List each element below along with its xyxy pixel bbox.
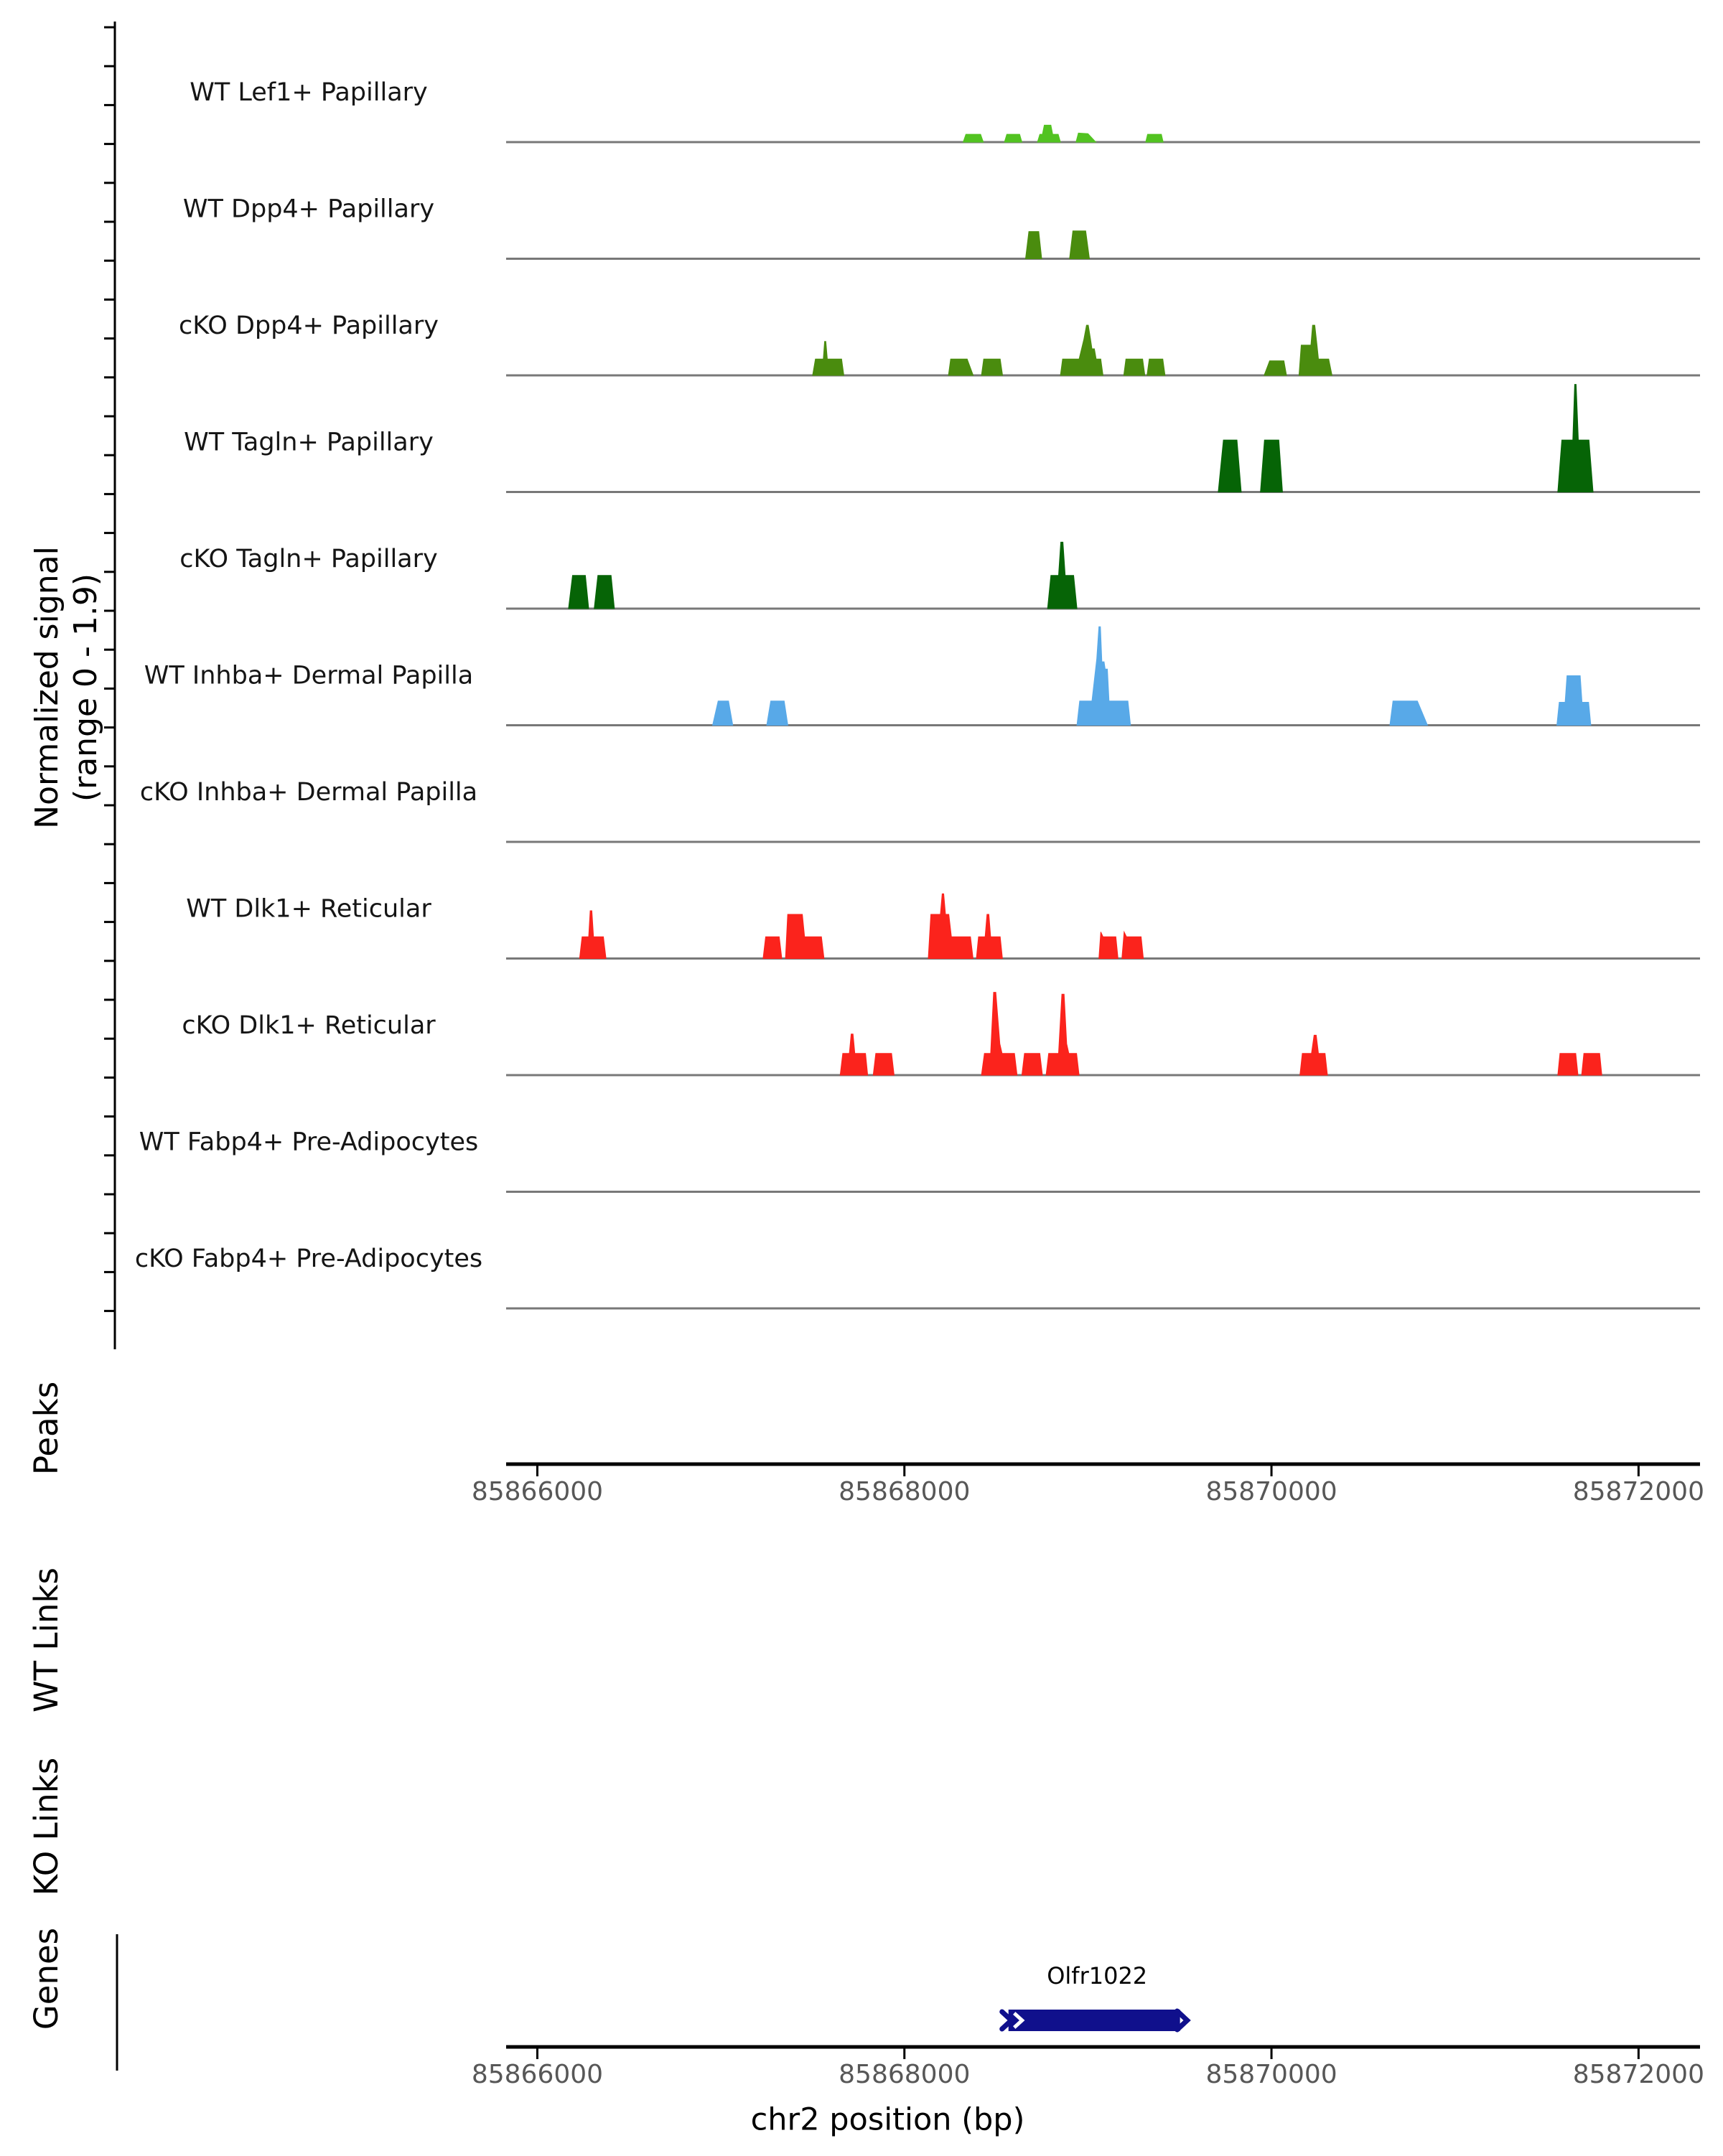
signal-peak [840, 1034, 867, 1075]
section-label-text: Peaks [27, 1381, 65, 1476]
signal-peak [1076, 133, 1096, 142]
track-label-wt-dlk1-reticular: WT Dlk1+ Reticular [186, 894, 431, 924]
signal-peak [981, 993, 1017, 1075]
signal-peak [767, 701, 788, 726]
track-label-wt-inhba-dermal-papilla: WT Inhba+ Dermal Papilla [144, 661, 474, 690]
section-label-wt-links [27, 1567, 65, 1712]
signal-peak [813, 342, 844, 375]
track-cko-dpp4-papillary [179, 311, 1700, 375]
signal-peak [1122, 932, 1144, 959]
track-cko-inhba-dermal-papilla [140, 778, 1700, 842]
y-axis-label-line: Normalized signal [29, 546, 65, 829]
track-label-wt-lef1-papillary: WT Lef1+ Papillary [190, 78, 428, 107]
signal-peak [1261, 440, 1283, 492]
signal-peak [1390, 701, 1427, 726]
signal-peak [1124, 359, 1144, 375]
track-label-wt-dpp4-papillary: WT Dpp4+ Papillary [182, 194, 435, 224]
track-label-cko-tagln-papillary: cKO Tagln+ Papillary [179, 545, 438, 573]
signal-peak [1004, 134, 1022, 142]
track-cko-dlk1-reticular [182, 993, 1700, 1075]
track-wt-inhba-dermal-papilla [144, 627, 1700, 725]
signal-peak [1218, 440, 1241, 492]
peaks-axis [472, 1464, 1704, 1506]
y-axis-label [29, 546, 104, 829]
axis-tick-label: 85870000 [1205, 2060, 1337, 2089]
x-axis [472, 2047, 1704, 2138]
signal-peak [1299, 325, 1332, 375]
signal-peak [976, 914, 1002, 959]
signal-peak [763, 937, 782, 958]
signal-peak [1099, 932, 1119, 959]
signal-peak [1582, 1054, 1602, 1075]
track-cko-tagln-papillary [179, 542, 1700, 609]
y-axis-ticks [104, 27, 115, 1311]
section-label-text: Genes [27, 1927, 65, 2030]
signal-peak [1026, 232, 1042, 259]
signal-peak [579, 911, 606, 959]
signal-peak [1146, 134, 1163, 142]
axis-tick-label: 85870000 [1205, 1477, 1337, 1506]
axis-tick-label: 85872000 [1572, 2060, 1704, 2089]
signal-peak [1022, 1054, 1042, 1075]
signal-peak [1558, 385, 1593, 492]
track-label-wt-fabp4-pre-adipocytes: WT Fabp4+ Pre-Adipocytes [139, 1128, 479, 1157]
track-label-cko-fabp4-pre-adipocytes: cKO Fabp4+ Pre-Adipocytes [134, 1245, 483, 1273]
signal-peak [713, 701, 733, 726]
signal-peak [1077, 627, 1131, 725]
axis-tick-label: 85868000 [839, 2060, 971, 2089]
signal-peak [569, 576, 589, 609]
track-wt-dpp4-papillary [183, 195, 1700, 259]
track-label-cko-inhba-dermal-papilla: cKO Inhba+ Dermal Papilla [139, 778, 478, 807]
track-wt-dlk1-reticular [186, 894, 1700, 958]
signal-peak [1558, 1054, 1578, 1075]
gene-name-label: Olfr1022 [1047, 1962, 1148, 1989]
track-label-wt-tagln-papillary: WT Tagln+ Papillary [184, 428, 434, 457]
gene-olfr1022 [1002, 1962, 1187, 2031]
signal-peak [873, 1054, 894, 1075]
signal-peak [785, 914, 824, 959]
signal-peak [1264, 361, 1287, 375]
axis-tick-label: 85872000 [1572, 1477, 1704, 1506]
signal-peak [981, 359, 1002, 375]
signal-peak [1300, 1035, 1327, 1075]
signal-peak [1037, 125, 1060, 142]
track-label-cko-dlk1-reticular: cKO Dlk1+ Reticular [182, 1011, 436, 1040]
signal-peak [1070, 231, 1090, 259]
signal-peak [1060, 325, 1103, 375]
signal-peak [948, 359, 973, 375]
section-label-text: WT Links [27, 1567, 65, 1712]
signal-peak [1047, 542, 1077, 609]
axis-tick-label: 85868000 [839, 1477, 971, 1506]
track-wt-tagln-papillary [184, 385, 1700, 492]
signal-peak [928, 894, 973, 958]
section-label-text: KO Links [27, 1757, 65, 1896]
track-wt-lef1-papillary [190, 78, 1700, 142]
x-axis-title: chr2 position (bp) [750, 2101, 1025, 2138]
signal-peak [1147, 359, 1165, 375]
track-label-cko-dpp4-papillary: cKO Dpp4+ Papillary [179, 311, 439, 340]
gene-body [1009, 2010, 1180, 2031]
y-axis-label-line: (range 0 - 1.9) [67, 573, 104, 802]
signal-peak [963, 134, 984, 142]
axis-tick-label: 85866000 [471, 2060, 604, 2089]
section-label-peaks [27, 1382, 65, 1475]
signal-peak [1557, 676, 1591, 726]
section-label-ko-links [27, 1758, 65, 1895]
signal-peak [1046, 994, 1079, 1075]
track-cko-fabp4-pre-adipocytes [135, 1245, 1700, 1308]
track-wt-fabp4-pre-adipocytes [139, 1128, 1700, 1192]
signal-peak [594, 576, 615, 609]
section-label-genes [27, 1928, 65, 2030]
axis-tick-label: 85866000 [471, 1477, 604, 1506]
